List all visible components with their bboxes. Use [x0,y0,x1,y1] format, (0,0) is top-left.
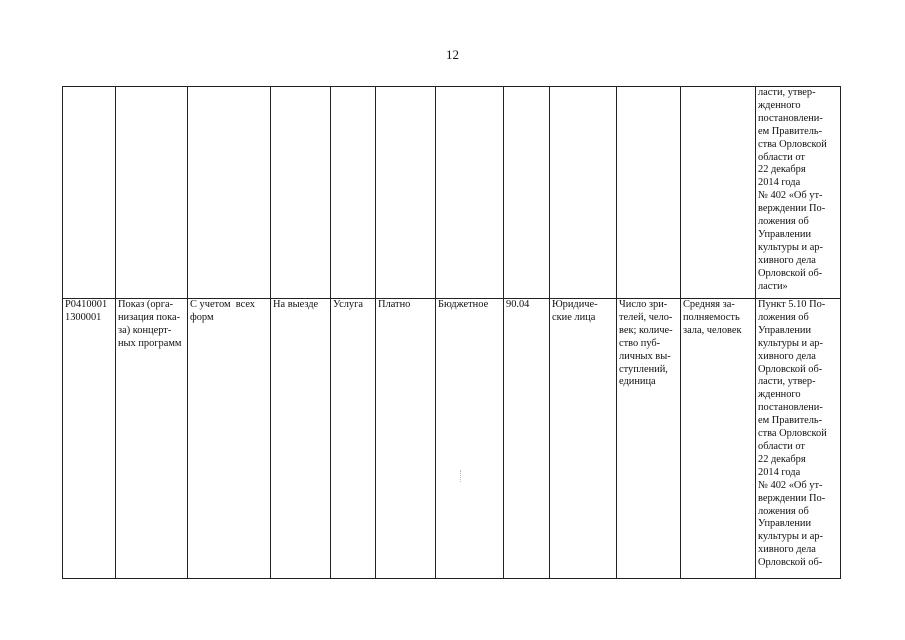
cell-line: области от [758,440,805,452]
cell-line: Бюджетное [438,299,489,310]
cell-line: Орловской об- [758,267,823,279]
table-cell-service-name [116,299,188,579]
cell-line: ские лица [552,311,596,323]
cell-line: ство пуб- [619,337,661,349]
cell-line: хивного дела [758,350,816,362]
cell-line: Платно [378,299,411,310]
cell-line: хивного дела [758,254,816,266]
cell-line: полняемость [683,311,740,323]
cell-line: постановлени- [758,112,823,124]
table-cell-registry-code [63,299,116,579]
table-cell-conditions [271,299,331,579]
cell-line: постановлени- [758,402,823,414]
table-cell [331,87,376,299]
cell-line: ложения об [758,311,809,323]
cell-line: жденного [758,389,801,401]
cell-line: С учетом всех [190,299,255,310]
cell-line: 2014 года [758,466,801,478]
cell-line: жденного [758,99,801,111]
cell-line: 90.04 [506,299,530,310]
cell-line: 2014 года [758,177,801,189]
cell-line: ем Правитель- [758,415,823,427]
cell-line: Управлении [758,324,812,336]
table-cell [116,87,188,299]
table-cell [188,87,271,299]
cell-line: ласти, утвер- [758,376,816,388]
cell-line: низация пока- [118,311,181,323]
cell-line: век; количе- [619,324,673,336]
table-row-continuation [63,87,841,299]
cell-line: Услуга [333,299,363,310]
cell-line: за) концерт- [118,324,172,336]
cell-line: Показ (орга- [118,299,174,310]
cell-line: ложения об [758,505,809,517]
cell-line: ем Правитель- [758,125,823,137]
cell-line: зала, человек [683,324,742,336]
cell-line: № 402 «Об ут- [758,190,823,202]
cell-line: № 402 «Об ут- [758,479,823,491]
cell-line: ступлений, [619,363,668,375]
cell-line: ложения об [758,216,809,228]
table-cell [681,87,756,299]
table-cell [504,87,550,299]
cell-line: единица [619,376,656,388]
cell-line: Число зри- [619,299,668,310]
cell-line: культуры и ар- [758,337,823,349]
cell-line: Управлении [758,518,812,530]
table-cell [376,87,436,299]
services-table [62,86,841,579]
table-cell [271,87,331,299]
table-cell [617,87,681,299]
table-cell [63,87,116,299]
cell-line: ласти, утвер- [758,87,816,98]
cell-line: Управлении [758,228,812,240]
table-cell-legal-basis-continued [756,87,841,299]
cell-line: личных вы- [619,350,671,362]
cell-line: Юридиче- [552,299,598,310]
cell-line: ласти» [758,280,788,292]
cell-line: Орловской об- [758,557,823,569]
cell-line: области от [758,151,805,163]
cell-line: 22 декабря [758,453,806,465]
cell-line: верждении По- [758,203,826,215]
table-cell-volume-indicators [617,299,681,579]
cell-line: ных программ [118,337,182,349]
table-cell-payment [376,299,436,579]
cell-line: ства Орловской [758,138,827,150]
table-cell-legal-basis [756,299,841,579]
cell-line: телей, чело- [619,311,673,323]
table-cell-institution-type [436,299,504,579]
table-cell-quality-indicators [681,299,756,579]
cell-line: На выезде [273,299,319,310]
table-cell-content [188,299,271,579]
table-cell-type [331,299,376,579]
cell-line: Пункт 5.10 По- [758,299,826,310]
table-cell-consumers [550,299,617,579]
cell-line: культуры и ар- [758,531,823,543]
cell-line: форм [190,311,214,323]
cell-line: 22 декабря [758,164,806,176]
cell-line: Р0410001 [65,299,108,310]
table-cell [436,87,504,299]
cell-line: Средняя за- [683,299,735,310]
table-row [63,299,841,579]
cell-line: хивного дела [758,544,816,556]
cell-line: 1300001 [65,311,102,323]
page-number: 12 [446,47,459,62]
cell-line: культуры и ар- [758,241,823,253]
cell-line: Орловской об- [758,363,823,375]
cell-line: ства Орловской [758,428,827,440]
scan-artifact-mark [460,470,462,482]
table-cell-okved [504,299,550,579]
table-cell [550,87,617,299]
cell-line: верждении По- [758,492,826,504]
